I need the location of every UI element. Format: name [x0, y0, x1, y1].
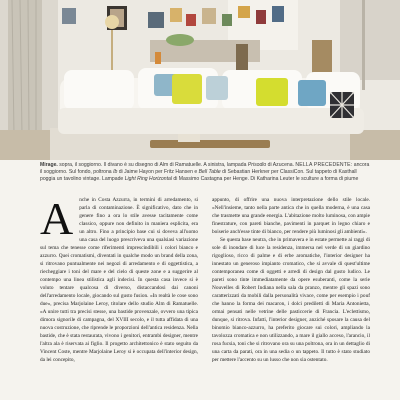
caption-text-1: sopra, il soggiorno. Il divano è su disegno di Alm di Ramatuelle. A sinistra, lampada	[57, 162, 248, 168]
caption-italic-2: Ib	[113, 169, 118, 176]
living-room-photo	[0, 0, 400, 160]
caption-text-4: di Jaime Hayon per Fritz Hansen e	[117, 169, 199, 176]
drop-cap: A	[40, 196, 74, 244]
article-column-left	[40, 196, 198, 400]
article-paragraph-3: Se questa base neutra, che in primavera e in estate permette ai raggi di sole di inondare di luce la residenza, immersa nel verde di un giardino rigoglioso, ricco di palme e di erbe aromatiche, l'interior designer ha innestato un generoso impianto cromatico, che si avvale di quest'ultime contemporanea come di oggetti e arredi di design dal gusto ludico. Le pareti sono tinte immediatamente da opere esuberanti, come la serie Nouvelles di Robert Indiana nella sala da pranzo, mentre gli spazi sono caratterizzati da mobili dalla personalità vivace, come per esempio i pouf che hanno la forma dei macaron, i dolci prediletti di Maria Antonietta, ormai pensati nelle vetrine delle pasticcerie di Francia. L'eclettismo, dunque, si ritrova. Infatti, l'interior designer, anziché sposare la causa del binomio bianco-azzurro, ha preferito giocare sui colori, ampliando la tavolozza cromatica e non utilizzando, a mare il giallo acceso, l'arancio, il rosa fucsia, toni che si ritrovano ora su una poltrona, ora in un dettaglio di una carta da parati, ora in una sedia o un tappeto. Il tutto è stato studiato per mettere l'accento su un lusso che non sia ostentato.	[212, 237, 370, 363]
caption-text-2: di Azucena.	[266, 162, 296, 168]
caption-italic-1: Prisodio	[247, 162, 267, 168]
article-body	[40, 196, 370, 400]
living-room-illustration	[0, 0, 400, 160]
caption-text-6: di Massimo Castagna per Henge. Di Katharina Leuter le sculture a forma di piume	[171, 176, 359, 183]
article-paragraph-1: nche in Costa Azzurra, in termini di arredamento, si parla di contaminazione. È significativo, dato che in genere fino a ora lo stile avesse tacitamente come classico, oppure non definito in maniera esplicita, era un altro. Fino a principio base cui si doveva all'uomo una casa del luogo prescriveva una qualsiasi variazione sul tema che tenesse come riferimenti imprescindibili i colori bianco e azzurro. Quei cromatismi, diventati in qualche modo un brand della zona, si ritrovano puntualmente nei negozi di arredamento e di oggettistica, a riecheggiare i toni del mare e del cielo di queste zone e a suggerire al contempo una linea stilistica agli indecisi. In questa casa invece si è voluto tentare qualcosa di diverso, distaccandosi dai canoni dell'arredamento locale, giocando sul gusto fusion. «In realtà le cose sono due», precisa Marjolaine Leroy, titolare dello studio Alm di Ramatuelle. «A unire tutti tra precisi stesse, una bastide provenzale, ovvero una tipica dimora signorile di campagna, del XVIII secolo, e il tutta affidata di una nuova costruzione, che riprende le proporzioni dell'antica residenza. Nella bastide, che è stata restaurata, vivono i genitori, entrambi designer, mentre l'altra ala è riservata ai figlio. Il progetto architettonico è stato seguito da Vincent Coste, mentre Marjolaine Leroy si è occupata dell'interior design, da lei concepito,	[40, 197, 198, 363]
photo-caption	[40, 162, 370, 184]
caption-lead: Mirage.	[40, 162, 58, 168]
caption-text-3: ancora il soggiorno. Sul fondo, poltrona	[40, 162, 370, 176]
article-column-right	[212, 196, 370, 400]
article-paragraph-2: appunto, di offrire una nuova interpretazione dello stile locale. «Nell'insieme, tanto nella parte antica che in quella moderna, è una casa che trasmette una grande energia. L'abitazione molto luminosa, con ampie finestrature, con pareti bianche, pavimenti in parquet in legno chiaro e boiserie anch'esse tinte di bianco, per rendere più luminosi gli ambienti».	[212, 197, 370, 235]
caption-text-5: di Sebastian Herkner per ClassiCon. Sul tappeto di Kasthall poggia un tavolino vintage. Lampade	[40, 169, 357, 183]
caption-caps-1: NELLA PRECEDENTE:	[295, 162, 353, 168]
caption-italic-4: Light Ring Horizontal	[124, 176, 172, 183]
caption-italic-3: Bell Table	[198, 169, 221, 176]
